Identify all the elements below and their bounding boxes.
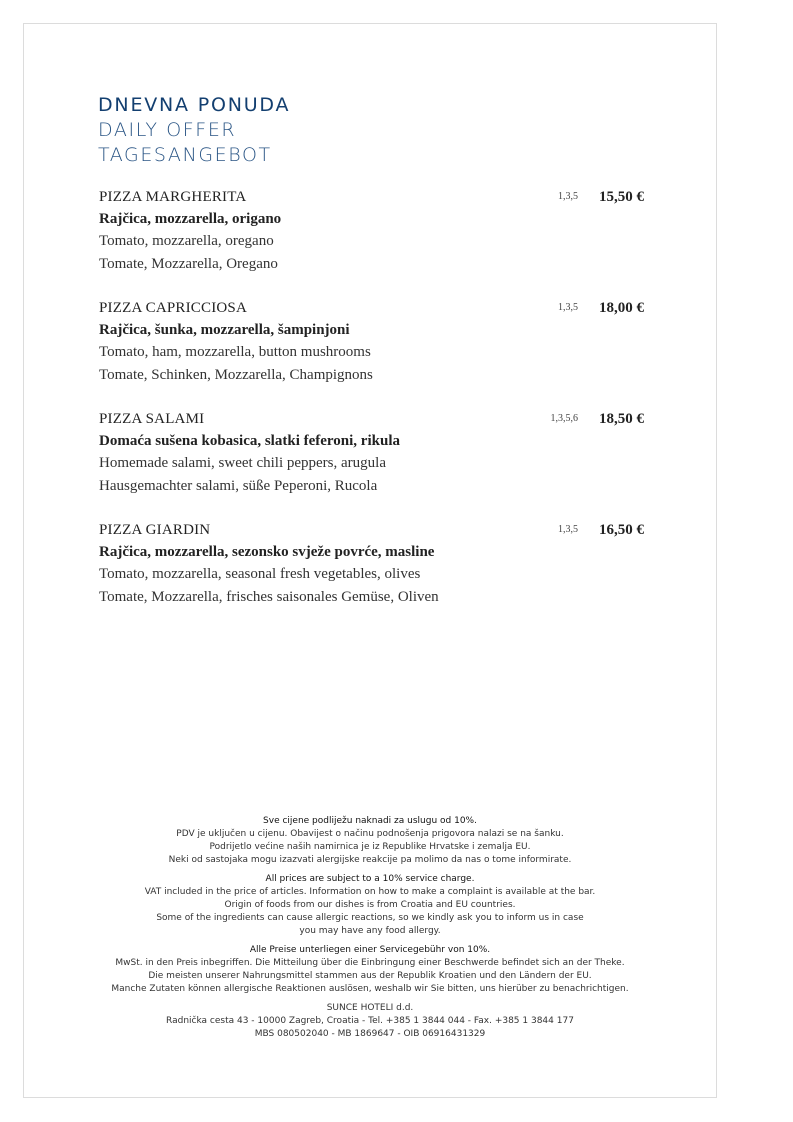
menu-title-block bbox=[98, 93, 290, 168]
item-desc-english: Tomato, ham, mozzarella, button mushrooms bbox=[99, 344, 371, 360]
service-charge-note: Alle Preise unterliegen einer Servicegebühr von 10%. bbox=[249, 945, 491, 955]
origin-note: Die meisten unserer Nahrungsmittel stammen aus der Republik Kroatien und den Ländern der EU. bbox=[148, 971, 592, 981]
vat-note: PDV je uključen u cijenu. Obavijest o načinu podnošenja prigovora nalazi se na šanku. bbox=[176, 829, 564, 839]
item-desc-english: Tomato, mozzarella, oregano bbox=[99, 233, 274, 249]
item-desc-english: Tomato, mozzarella, seasonal fresh vegetables, olives bbox=[99, 566, 421, 582]
item-price: 18,00 € bbox=[599, 300, 644, 316]
origin-note: Podrijetlo većine naših namirnica je iz Republike Hrvatske i zemalja EU. bbox=[209, 842, 531, 852]
item-desc-german: Tomate, Mozzarella, Oregano bbox=[99, 255, 278, 272]
item-desc-croatian: Rajčica, šunka, mozzarella, šampinjoni bbox=[99, 322, 350, 338]
item-price: 15,50 € bbox=[599, 189, 644, 205]
footer-german bbox=[23, 944, 717, 996]
item-allergens: 1,3,5 bbox=[558, 524, 578, 535]
item-allergens: 1,3,5 bbox=[558, 302, 578, 313]
company-name: SUNCE HOTELI d.d. bbox=[326, 1003, 414, 1013]
item-allergens: 1,3,5,6 bbox=[550, 413, 578, 424]
item-allergens: 1,3,5 bbox=[558, 191, 578, 202]
footer-english bbox=[23, 873, 717, 938]
footer-croatian bbox=[23, 815, 717, 867]
footer-notes bbox=[23, 815, 717, 1047]
item-desc-german: Hausgemachter salami, süße Peperoni, Rucola bbox=[99, 477, 378, 494]
item-desc-croatian: Rajčica, mozzarella, origano bbox=[99, 211, 282, 227]
item-name: PIZZA SALAMI bbox=[99, 411, 205, 427]
item-desc-english: Homemade salami, sweet chili peppers, arugula bbox=[99, 455, 386, 471]
title-german: TAGESANGEBOT bbox=[98, 144, 272, 166]
service-charge-note: Sve cijene podliježu naknadi za uslugu od 10%. bbox=[263, 816, 477, 826]
menu-list bbox=[99, 186, 644, 630]
item-price: 18,50 € bbox=[599, 411, 644, 427]
origin-note: Origin of foods from our dishes is from Croatia and EU countries. bbox=[224, 900, 516, 910]
item-name: PIZZA CAPRICCIOSA bbox=[99, 300, 248, 316]
menu-item bbox=[99, 186, 644, 275]
menu-item bbox=[99, 297, 644, 386]
vat-note: MwSt. in den Preis inbegriffen. Die Mitteilung über die Einbringung einer Beschwerde befindet sich an der Theke. bbox=[115, 958, 625, 968]
item-desc-german: Tomate, Schinken, Mozzarella, Champignons bbox=[99, 366, 373, 383]
allergy-note-cont: you may have any food allergy. bbox=[299, 926, 441, 936]
title-croatian: DNEVNA PONUDA bbox=[98, 94, 291, 116]
allergy-note: Neki od sastojaka mogu izazvati alergijske reakcije pa molimo da nas o tome informirate. bbox=[168, 855, 572, 865]
item-desc-croatian: Rajčica, mozzarella, sezonsko svježe povrće, masline bbox=[99, 544, 435, 560]
service-charge-note: All prices are subject to a 10% service charge. bbox=[265, 874, 475, 884]
company-info bbox=[23, 1002, 717, 1041]
item-name: PIZZA GIARDIN bbox=[99, 522, 211, 538]
item-desc-croatian: Domaća sušena kobasica, slatki feferoni, rikula bbox=[99, 433, 400, 449]
vat-note: VAT included in the price of articles. Information on how to make a complaint is available at the bar. bbox=[144, 887, 596, 897]
allergy-note: Manche Zutaten können allergische Reaktionen auslösen, weshalb wir Sie bitten, uns hierüber zu benachrichtigen. bbox=[111, 984, 629, 994]
item-name: PIZZA MARGHERITA bbox=[99, 189, 247, 205]
item-desc-german: Tomate, Mozzarella, frisches saisonales Gemüse, Oliven bbox=[99, 588, 439, 605]
title-english: DAILY OFFER bbox=[98, 119, 237, 141]
item-price: 16,50 € bbox=[599, 522, 644, 538]
company-address: Radnička cesta 43 - 10000 Zagreb, Croatia - Tel. +385 1 3844 044 - Fax. +385 1 3844 177 bbox=[166, 1016, 574, 1026]
menu-item bbox=[99, 519, 644, 608]
menu-item bbox=[99, 408, 644, 497]
allergy-note: Some of the ingredients can cause allergic reactions, so we kindly ask you to inform us in case bbox=[156, 913, 584, 923]
company-ids: MBS 080502040 - MB 1869647 - OIB 06916431329 bbox=[254, 1029, 486, 1039]
